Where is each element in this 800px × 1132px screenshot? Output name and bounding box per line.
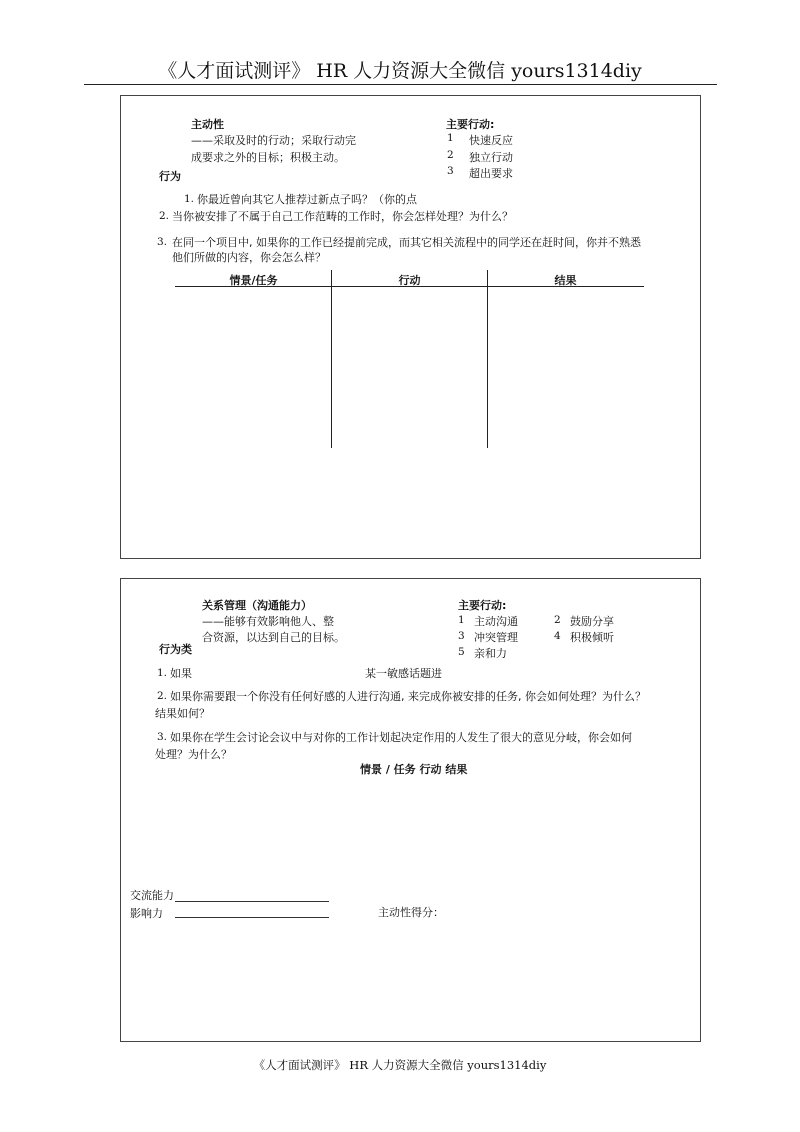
question-text-end: 某一敏感话题进 [365,667,442,680]
question-text: 结果如何？ [155,707,210,720]
question-text: 他们所做的内容，你会怎么样？ [172,251,326,264]
question-number: 1. [184,193,195,205]
section-relationship-frame [120,578,701,1042]
table-column-divider [331,270,332,448]
section-initiative-actions-title: 主要行动: [446,118,495,131]
action-label: 积极倾听 [570,631,614,644]
behavior-label: 行为类 [159,643,192,656]
header-divider [84,84,717,85]
score-influence-label: 影响力 [130,907,163,920]
question-text: 如果你需要跟一个你没有任何好感的人进行沟通, 来完成你被安排的任务, 你会如何处理？为什么？ [170,690,646,703]
question-text: 在同一个项目中, 如果你的工作已经提前完成，而其它相关流程中的同学还在赶时间，你并不熟悉 [172,236,641,249]
section-relationship-title: 关系管理（沟通能力） [202,599,312,612]
score-communication-blank[interactable] [175,901,329,902]
action-label: 鼓励分享 [570,615,614,628]
page-footer-text: 《人才面试测评》 HR 人力资源大全微信 yours1314diy [253,1058,547,1072]
score-initiative-label: 主动性得分： [378,906,444,919]
question-number: 2. [159,210,170,222]
action-label: 主动沟通 [474,615,518,628]
action-label: 亲和力 [474,647,507,660]
section-relationship-desc-line2: 合资源，以达到自己的目标。 [202,631,345,644]
table-header-action: 行动 [398,274,421,287]
action-number: 2 [447,149,454,161]
question-number: 3. [157,731,168,743]
action-label: 冲突管理 [474,631,518,644]
question-text: 你最近曾向其它人推荐过新点子吗？（你的点 [197,193,417,206]
question-number: 1. [157,667,168,679]
table-column-divider [487,270,488,448]
section-relationship-actions-title: 主要行动: [458,599,507,612]
table-header-scenario: 情景/任务 [229,274,278,287]
action-number: 4 [554,630,561,642]
page-header-title: 《人才面试测评》 HR 人力资源大全微信 yours1314diy [158,60,642,82]
question-text: 当你被安排了不属于自己工作范畴的工作时，你会怎样处理？为什么？ [172,210,513,223]
table-header-inline: 情景 / 任务 行动 结果 [360,763,468,776]
action-number: 1 [458,614,465,626]
question-number: 3. [157,236,168,248]
action-number: 3 [447,165,454,177]
action-label: 快速反应 [469,134,513,147]
action-label: 超出要求 [469,167,513,180]
question-text: 处理？为什么？ [155,748,232,761]
action-number: 3 [458,630,465,642]
question-text-start: 如果 [170,667,192,680]
action-label: 独立行动 [469,151,513,164]
question-text: 如果你在学生会讨论会议中与对你的工作计划起决定作用的人发生了很大的意见分岐，你会如何 [170,731,632,744]
table-header-result: 结果 [554,274,577,287]
score-influence-blank[interactable] [175,917,329,918]
section-relationship-desc-line1: ——能够有效影响他人、整 [202,615,334,628]
section-initiative-title: 主动性 [191,118,224,131]
action-number: 1 [447,132,454,144]
question-number: 2. [157,690,168,702]
action-number: 2 [554,614,561,626]
table-header-rule [175,286,644,287]
action-number: 5 [458,646,465,658]
behavior-label: 行为 [159,170,181,183]
section-initiative-desc-line2: 成要求之外的目标；积极主动。 [191,151,345,164]
score-communication-label: 交流能力 [130,889,174,902]
section-initiative-desc-line1: ——采取及时的行动；采取行动完 [191,134,356,147]
